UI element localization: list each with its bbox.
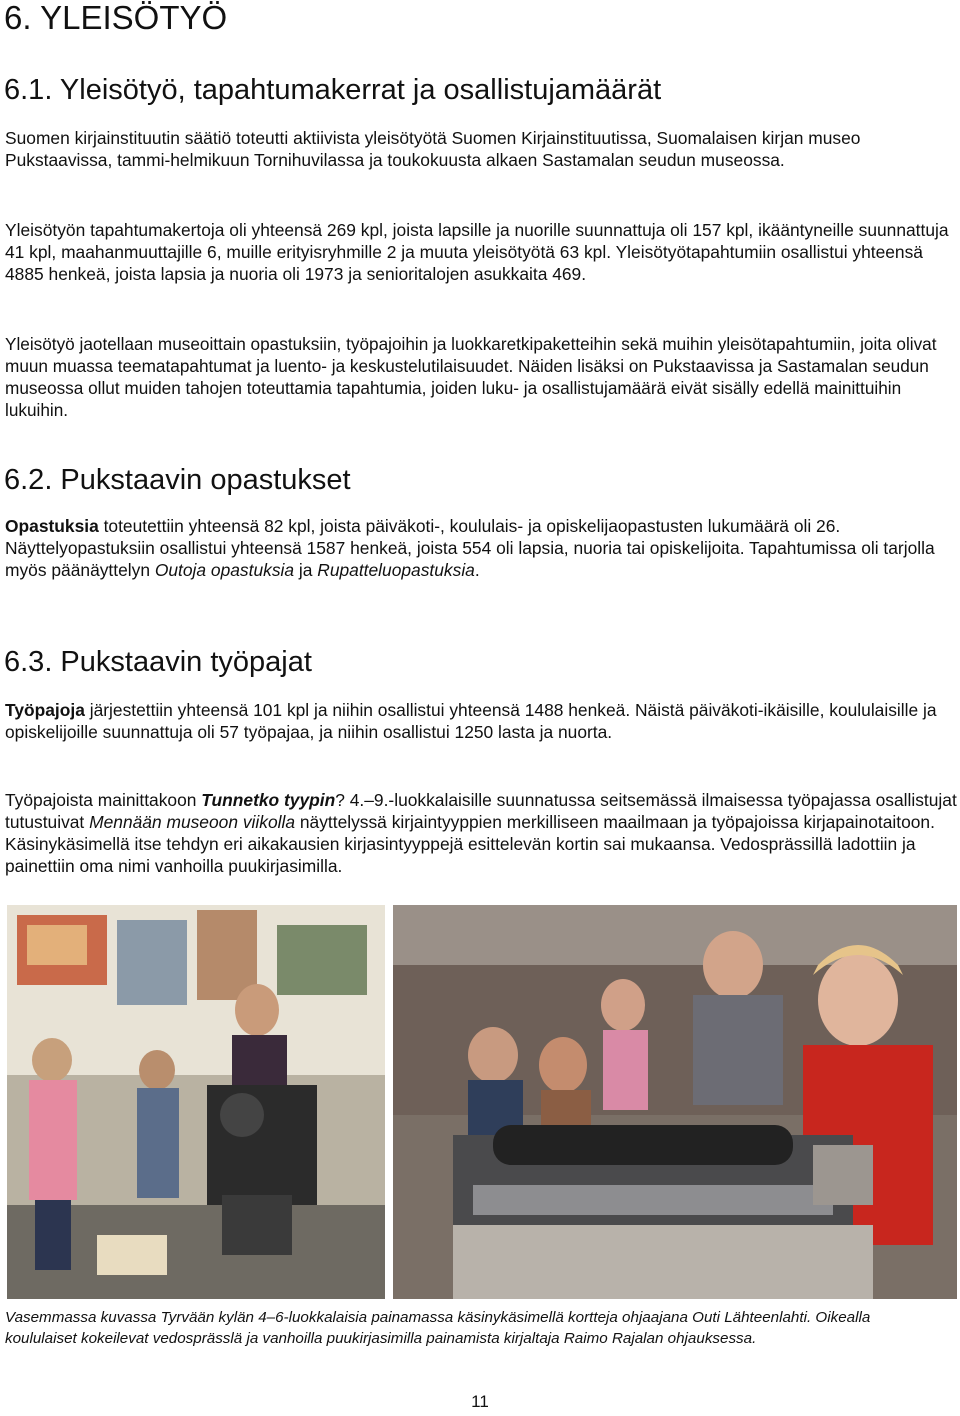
text-run: . bbox=[474, 560, 480, 580]
bold-term-tyopajoja: Työpajoja bbox=[5, 700, 85, 720]
bold-italic-title: Tunnetko tyypin bbox=[201, 790, 336, 810]
text-run: Työpajoista mainittakoon bbox=[5, 790, 202, 810]
italic-title: Outoja opastuksia bbox=[154, 560, 295, 580]
section-1-paragraph-3: Yleisötyö jaotellaan museoittain opastuksiin, työpajoihin ja luokkaretkipaketteihin sekä muihin yleisötapahtumiin, joita olivat muun muassa teematapahtumat ja luento- ja keskustelutilaisuudet. Näiden lisäksi on Pukstaavissa ja Sastamalan seudun museossa ollut muiden tahojen toteuttamia tapahtumia, joiden luku- ja osallistujamäärä eivät sisälly edellä mainittuihin lukuihin. bbox=[5, 334, 937, 420]
photo-pair bbox=[7, 905, 957, 1299]
italic-title: Mennään museoon viikolla bbox=[89, 812, 296, 832]
text-run: ja bbox=[294, 560, 318, 580]
text-run: ? 4.–9.-luokkalaisille suunnatussa seitsemässä ilmaisessa työpajassa osallistujat tutustuivat bbox=[5, 790, 957, 832]
photo-caption: Vasemmassa kuvassa Tyrvään kylän 4–6-luokkalaisia painamassa käsinykäsimellä kortteja ohjaajana Outi Lähteenlahti. Oikealla koululaiset kokeilevat vedosprässlä ja vanhoilla puukirjasimilla painamista kirjaltaja Raimo Rajalan ohjauksessa. bbox=[5, 1309, 871, 1347]
section-3-paragraph-1 bbox=[5, 699, 957, 743]
section-2-paragraph-1 bbox=[5, 515, 957, 581]
bold-term-opastuksia: Opastuksia bbox=[5, 516, 99, 536]
page-number: 11 bbox=[471, 1392, 489, 1411]
section-heading-6-1: 6.1. Yleisötyö, tapahtumakerrat ja osallistujamäärät bbox=[4, 74, 662, 106]
workshop-photo-right bbox=[393, 905, 957, 1299]
section-1-paragraph-1: Suomen kirjainstituutin säätiö toteutti aktiivista yleisötyötä Suomen Kirjainstituutissa, Suomalaisen kirjan museo Pukstaavissa, tammi-helmikuun Tornihuvilassa ja toukokuusta alkaen Sastamalan seudun museossa. bbox=[5, 128, 861, 170]
section-1-paragraph-2: Yleisötyön tapahtumakertoja oli yhteensä 269 kpl, joista lapsille ja nuorille suunnattuja oli 157 kpl, ikääntyneille suunnattuja 41 kpl, maahanmuuttajille 6, muille erityisryhmille 2 ja muuta yleisötyötä 63 kpl. Yleisötyötapahtumiin osallistui yhteensä 4885 henkeä, joista lapsia ja nuoria oli 1973 ja senioritalojen asukkaita 469. bbox=[5, 220, 949, 284]
italic-title: Rupatteluopastuksia bbox=[317, 560, 475, 580]
section-3-paragraph-2 bbox=[5, 789, 957, 877]
section-heading-6-3: 6.3. Pukstaavin työpajat bbox=[4, 646, 312, 678]
workshop-photo-left bbox=[7, 905, 385, 1299]
text-run: järjestettiin yhteensä 101 kpl ja niihin osallistui yhteensä 1488 henkeä. Näistä päiväkoti-ikäisille, koululaisille ja opiskelijoille suunnattuja oli 57 työpajaa, ja niihin osallistui 1250 lasta ja nuorta. bbox=[5, 700, 937, 742]
text-run: toteutettiin yhteensä 82 kpl, joista päiväkoti-, koululais- ja opiskelijaopastusten lukumäärä oli 26. Näyttelyopastuksiin osallistui yhteensä 1587 henkeä, joista 554 oli lapsia, nuoria tai opiskelijoita. Tapahtumissa oli tarjolla myös päänäyttelyn bbox=[5, 516, 935, 580]
chapter-heading: 6. YLEISÖTYÖ bbox=[4, 0, 228, 36]
text-run: näyttelyssä kirjaintyyppien merkilliseen maailmaan ja työpajoissa kirjapainotaitoon. Käsinykäsimellä itse tehdyn eri aikakausien kirjasintyyppejä esittelevän kortin sai mukaansa. Vedosprässillä ladottiin ja painettiin oma nimi vanhoilla puukirjasimilla. bbox=[5, 812, 935, 876]
section-heading-6-2: 6.2. Pukstaavin opastukset bbox=[4, 464, 351, 496]
